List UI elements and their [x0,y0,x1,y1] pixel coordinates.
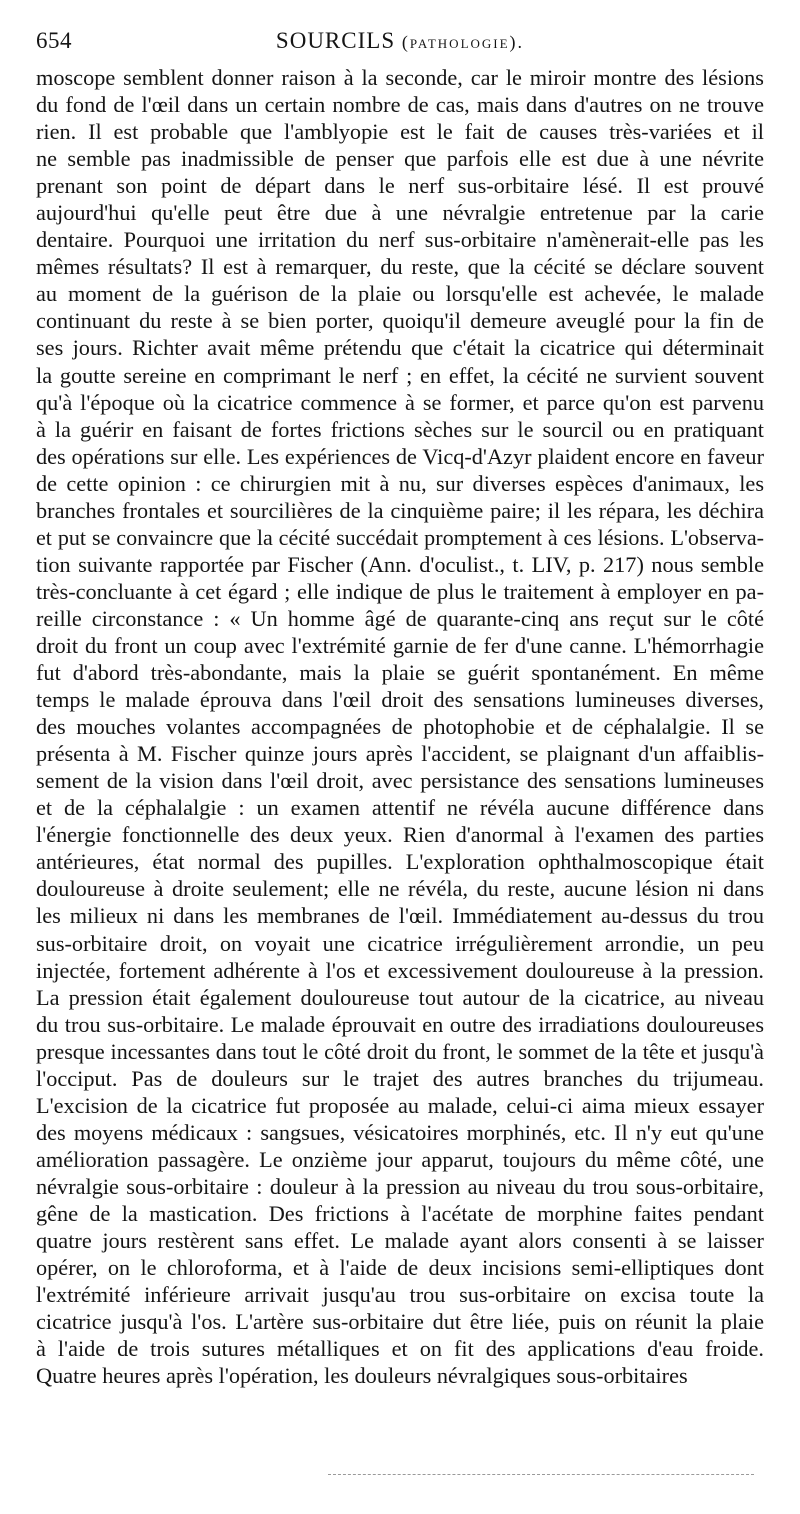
text-line: l'occiput. Pas de douleurs sur le trajet des autres branches du trijumeau. [36,1065,764,1091]
text-line: L'excision de la cicatrice fut proposée au malade, celui-ci aima mieux essayer [36,1092,764,1118]
text-line: des opérations sur elle. Les expériences de Vicq-d'Azyr plaident encore en faveur [36,443,764,469]
body-text [36,64,764,1389]
text-line: et put se convaincre que la cécité succédait promptement à ces lésions. L'observa- [36,524,764,550]
text-line: ses jours. Richter avait même prétendu que c'était la cicatrice qui déterminait [36,335,764,361]
text-line: des mouches volantes accompagnées de photophobie et de céphalalgie. Il se [36,714,764,740]
text-line: Quatre heures après l'opération, les douleurs névralgiques sous-orbitaires [36,1363,688,1389]
text-line: reille circonstance : « Un homme âgé de quarante-cinq ans reçut sur le côté [36,605,764,631]
text-line: tion suivante rapportée par Fischer (Ann. d'oculist., t. LIV, p. 217) nous semble [36,551,764,577]
text-line: moscope semblent donner raison à la seconde, car le miroir montre des lésions [36,65,764,90]
text-line: et de la céphalalgie : un examen attentif ne révéla aucune différence dans [36,795,764,821]
text-line: qu'à l'époque où la cicatrice commence à se former, et parce qu'on est parvenu [36,389,764,415]
running-head [36,28,764,54]
text-line: du trou sus-orbitaire. Le malade éprouvait en outre des irradiations douloureuses [36,1011,764,1037]
running-head-title: SOURCILS [275,28,396,53]
text-line: à la guérir en faisant de fortes frictions sèches sur le sourcil ou en pratiquant [36,416,764,442]
text-line: La pression était également douloureuse tout autour de la cicatrice, au niveau [36,984,764,1010]
page-number: 654 [36,28,72,53]
text-line: aujourd'hui qu'elle peut être due à une névralgie entretenue par la carie [36,200,764,226]
text-line: la goutte sereine en comprimant le nerf ; en effet, la cécité ne survient souvent [36,362,764,388]
text-line: continuant du reste à se bien porter, quoiqu'il demeure aveuglé pour la fin de [36,308,764,334]
text-line: quatre jours restèrent sans effet. Le malade ayant alors consenti à se laisser [36,1228,764,1254]
text-line: branches frontales et sourcilières de la cinquième paire; il les répara, les déchira [36,497,764,523]
text-line: sus-orbitaire droit, on voyait une cicatrice irrégulièrement arrondie, un peu [36,930,764,956]
text-line: à l'aide de trois sutures métalliques et on fit des applications d'eau froide. [36,1336,764,1362]
text-line: droit du front un coup avec l'extrémité garnie de fer d'une canne. L'hémorrhagie [36,632,764,658]
text-line: amélioration passagère. Le onzième jour apparut, toujours du même côté, une [36,1146,764,1172]
text-line: cicatrice jusqu'à l'os. L'artère sus-orbitaire dut être liée, puis on réunit la plaie [36,1309,764,1335]
text-line: ne semble pas inadmissible de penser que parfois elle est due à une névrite [36,146,764,172]
text-line: gêne de la mastication. Des frictions à l'acétate de morphine faites pendant [36,1200,764,1226]
page-header [36,28,764,62]
text-line: au moment de la guérison de la plaie ou lorsqu'elle est achevée, le malade [36,281,764,307]
text-line: du fond de l'œil dans un certain nombre de cas, mais dans d'autres on ne trouve [36,92,764,118]
text-line: des moyens médicaux : sangsues, vésicatoires morphinés, etc. Il n'y eut qu'une [36,1119,764,1145]
text-line: de cette opinion : ce chirurgien mit à nu, sur diverses espèces d'animaux, les [36,470,764,496]
text-line: injectée, fortement adhérente à l'os et excessivement douloureuse à la pression. [36,957,764,983]
bottom-divider [328,1474,754,1475]
text-line: prenant son point de départ dans le nerf sus-orbitaire lésé. Il est prouvé [36,173,764,199]
text-line: l'énergie fonctionnelle des deux yeux. Rien d'anormal à l'examen des parties [36,822,764,848]
text-line: les milieux ni dans les membranes de l'œil. Immédiatement au-dessus du trou [36,903,764,929]
text-line: très-concluante à cet égard ; elle indique de plus le traitement à employer en pa- [36,578,764,604]
text-line: douloureuse à droite seulement; elle ne révéla, du reste, aucune lésion ni dans [36,876,764,902]
text-line: mêmes résultats? Il est à remarquer, du reste, que la cécité se déclare souvent [36,254,764,280]
text-line: présenta à M. Fischer quinze jours après l'accident, se plaignant d'un affaiblis- [36,741,764,767]
text-line: névralgie sous-orbitaire : douleur à la pression au niveau du trou sous-orbitaire, [36,1173,764,1199]
text-line: presque incessantes dans tout le côté droit du front, le sommet de la tête et jusqu'à [36,1038,764,1064]
text-line: temps le malade éprouva dans l'œil droit des sensations lumineuses diverses, [36,687,764,713]
text-line: antérieures, état normal des pupilles. L'exploration ophthalmoscopique était [36,849,764,875]
text-line: fut d'abord très-abondante, mais la plaie se guérit spontanément. En même [36,660,764,686]
text-line: sement de la vision dans l'œil droit, avec persistance des sensations lumineuses [36,768,764,794]
text-line: dentaire. Pourquoi une irritation du nerf sus-orbitaire n'amènerait-elle pas les [36,227,764,253]
text-line: opérer, on le chloroforma, et à l'aide de deux incisions semi-elliptiques dont [36,1255,764,1281]
text-line: l'extrémité inférieure arrivait jusqu'au trou sus-orbitaire on excisa toute la [36,1282,764,1308]
running-head-subtitle: (pathologie). [401,32,525,52]
text-line: rien. Il est probable que l'amblyopie est le fait de causes très-variées et il [36,119,764,145]
